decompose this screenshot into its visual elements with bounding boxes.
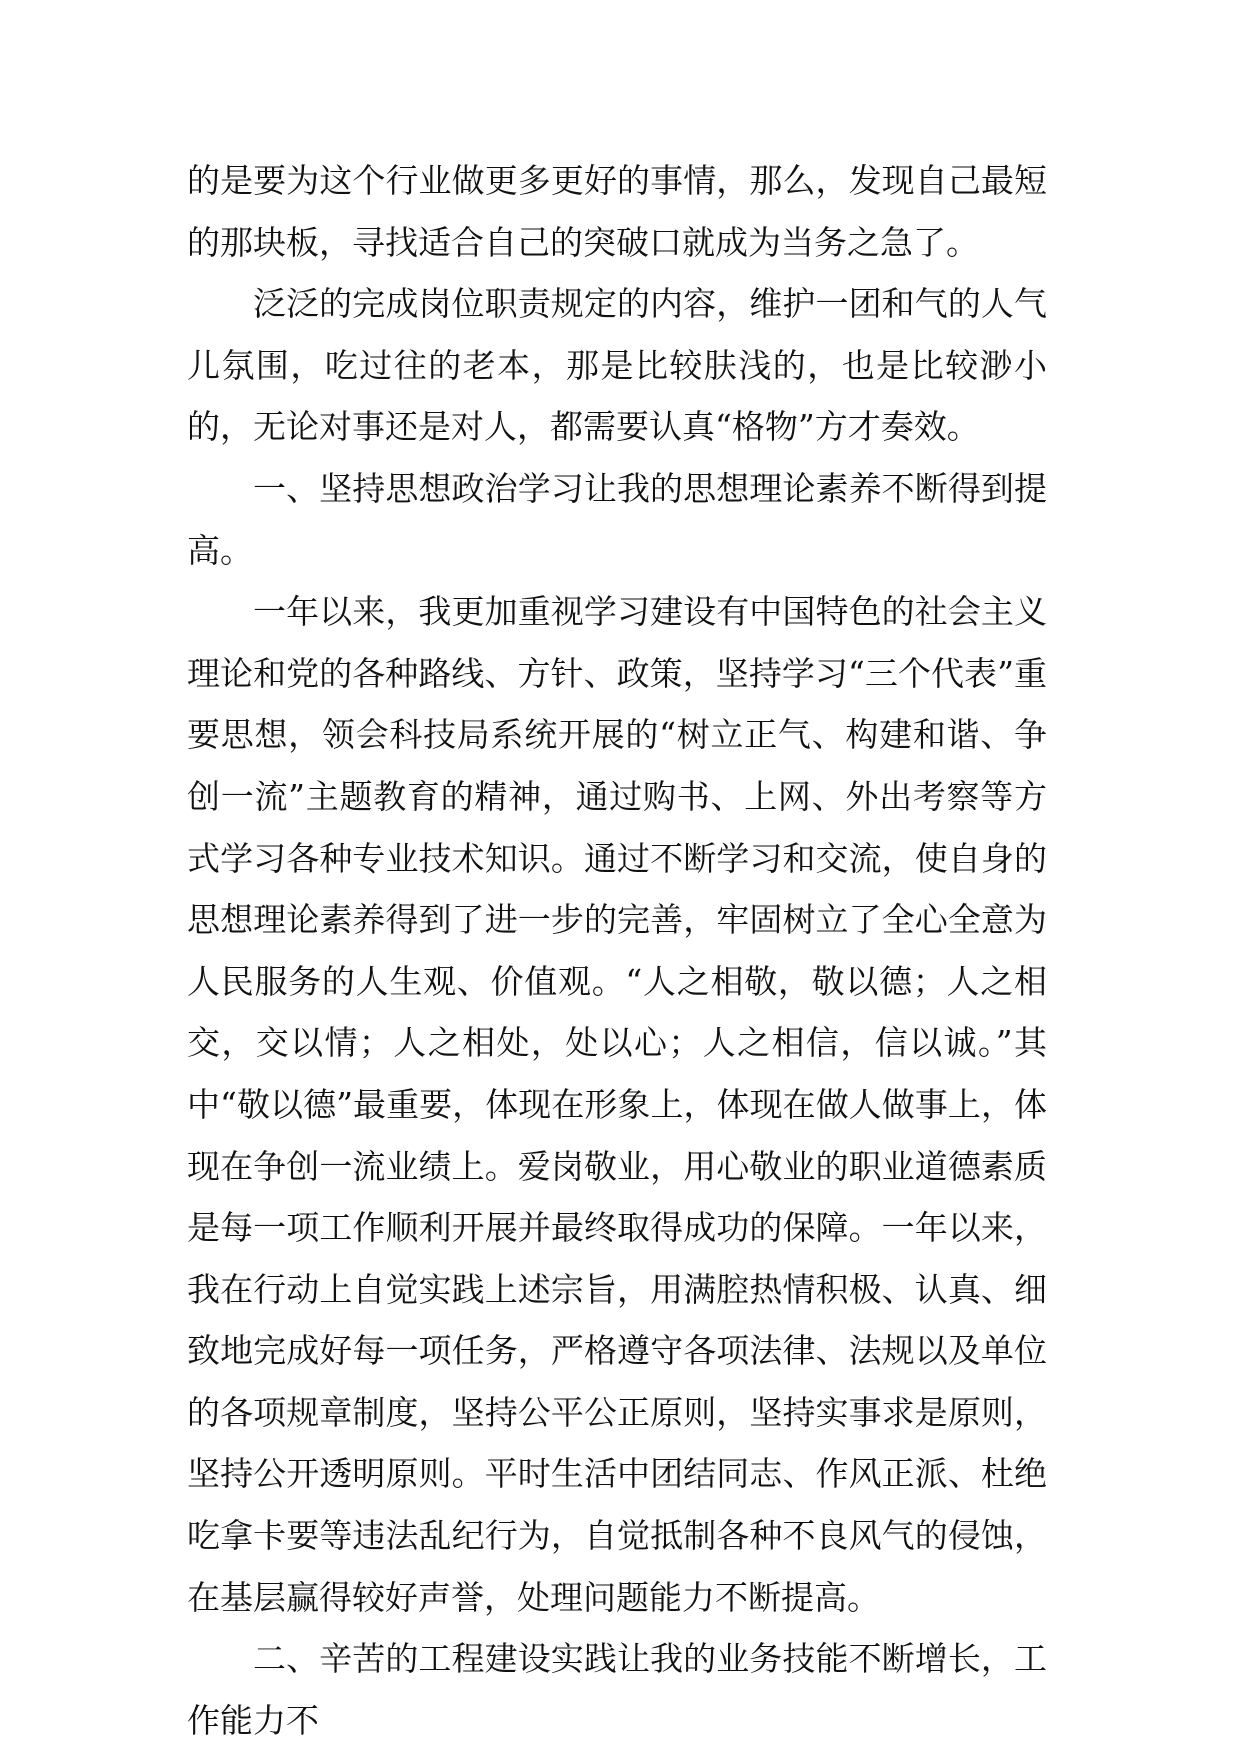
paragraph-continuation: 的是要为这个行业做更多更好的事情，那么，发现自己最短的那块板，寻找适合自己的突破口就成为当务之急了。 [187, 161, 1047, 262]
paragraph-intro: 泛泛的完成岗位职责规定的内容，维护一团和气的人气儿氛围，吃过往的老本，那是比较肤浅的，也是比较渺小的，无论对事还是对人，都需要认真“格物”方才奏效。 [187, 284, 1047, 447]
section-heading-2: 二、辛苦的工程建设实践让我的业务技能不断增长，工作能力不 [187, 1639, 1047, 1740]
paragraph-body: 一年以来，我更加重视学习建设有中国特色的社会主义理论和党的各种路线、方针、政策，坚持学习“三个代表”重要思想，领会科技局系统开展的“树立正气、构建和谐、争创一流”主题教育的精神，通过购书、上网、外出考察等方式学习各种专业技术知识。通过不断学习和交流，使自身的思想理论素养得到了进一步的完善，牢固树立了全心全意为人民服务的人生观、价值观。“人之相敬，敬以德；人之相交，交以情；人之相处，处以心；人之相信，信以诚。”其中“敬以德”最重要，体现在形象上，体现在做人做事上，体现在争创一流业绩上。爱岗敬业，用心敬业的职业道德素质是每一项工作顺利开展并最终取得成功的保障。一年以来，我在行动上自觉实践上述宗旨，用满腔热情积极、认真、细致地完成好每一项任务，严格遵守各项法律、法规以及单位的各项规章制度，坚持公平公正原则，坚持实事求是原则，坚持公开透明原则。平时生活中团结同志、作风正派、杜绝吃拿卡要等违法乱纪行为，自觉抵制各种不良风气的侵蚀，在基层赢得较好声誉，处理问题能力不断提高。 [187, 592, 1047, 1617]
document-body [187, 150, 1047, 1751]
section-heading-1: 一、坚持思想政治学习让我的思想理论素养不断得到提高。 [187, 468, 1047, 570]
